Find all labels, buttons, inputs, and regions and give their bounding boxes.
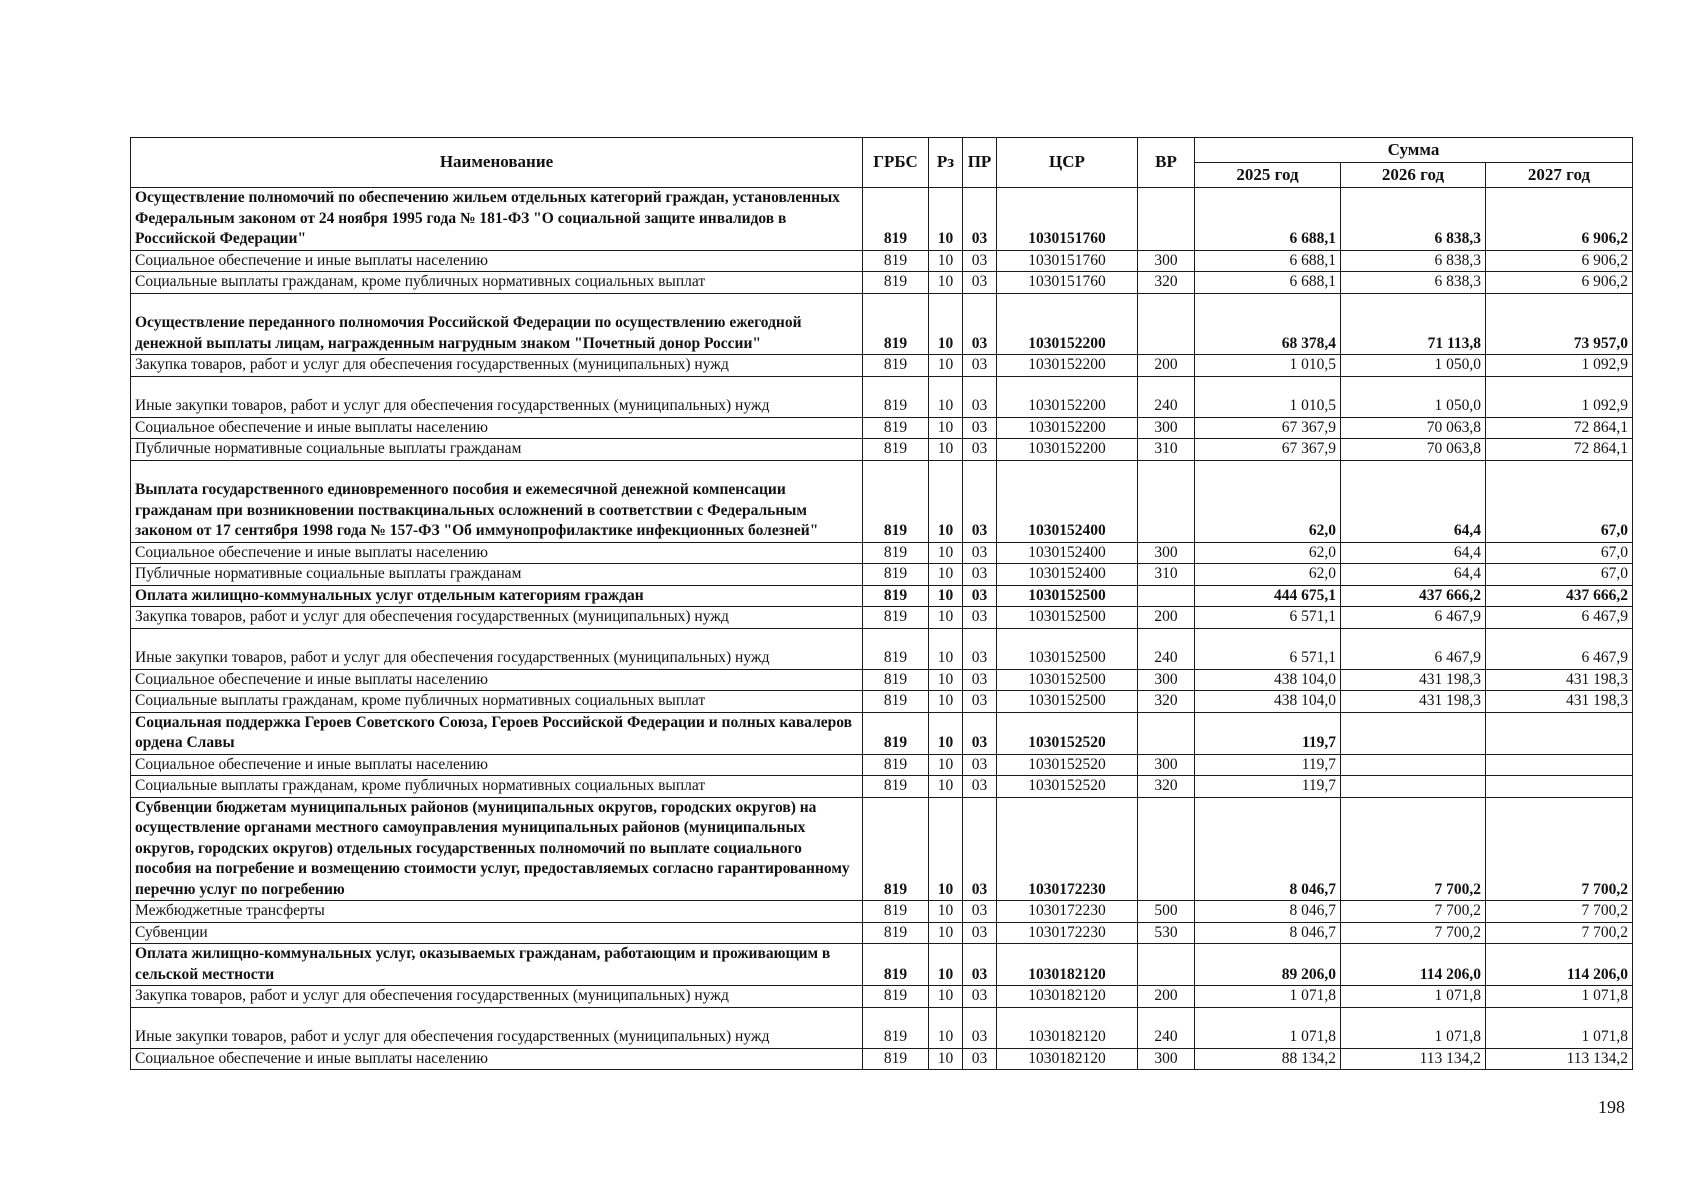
cell-grbs: 819 (863, 564, 929, 586)
cell-name: Оплата жилищно-коммунальных услуг, оказываемых гражданам, работающим и проживающим в сельской местности (131, 944, 863, 986)
cell-2025: 119,7 (1195, 712, 1341, 754)
cell-csr: 1030151760 (997, 250, 1138, 272)
cell-csr: 1030152500 (997, 628, 1138, 669)
cell-vr: 200 (1138, 986, 1195, 1008)
cell-2027: 1 092,9 (1486, 355, 1633, 377)
cell-name: Социальное обеспечение и иные выплаты населению (131, 754, 863, 776)
cell-2026: 6 467,9 (1341, 607, 1486, 629)
cell-name: Субвенции (131, 922, 863, 944)
cell-csr: 1030152200 (997, 293, 1138, 355)
table-row (131, 355, 1633, 377)
cell-rz: 10 (929, 1007, 963, 1048)
cell-vr: 240 (1138, 1007, 1195, 1048)
cell-pr: 03 (963, 376, 997, 417)
cell-2025: 119,7 (1195, 754, 1341, 776)
cell-vr: 320 (1138, 691, 1195, 713)
cell-name: Социальное обеспечение и иные выплаты населению (131, 1048, 863, 1070)
cell-2026: 1 050,0 (1341, 376, 1486, 417)
cell-pr: 03 (963, 188, 997, 251)
table-row (131, 797, 1633, 901)
table-row (131, 542, 1633, 564)
cell-2027: 431 198,3 (1486, 669, 1633, 691)
cell-rz: 10 (929, 754, 963, 776)
cell-csr: 1030172230 (997, 797, 1138, 901)
cell-csr: 1030152500 (997, 691, 1138, 713)
cell-vr: 310 (1138, 564, 1195, 586)
cell-rz: 10 (929, 712, 963, 754)
cell-name: Публичные нормативные социальные выплаты гражданам (131, 564, 863, 586)
cell-2027: 67,0 (1486, 460, 1633, 542)
cell-grbs: 819 (863, 293, 929, 355)
cell-2025: 438 104,0 (1195, 669, 1341, 691)
cell-csr: 1030152500 (997, 585, 1138, 607)
cell-name: Иные закупки товаров, работ и услуг для обеспечения государственных (муниципальных) нужд (131, 1007, 863, 1048)
cell-pr: 03 (963, 460, 997, 542)
cell-2027: 72 864,1 (1486, 439, 1633, 461)
cell-pr: 03 (963, 776, 997, 798)
header-grbs: ГРБС (863, 138, 929, 188)
cell-2026: 70 063,8 (1341, 439, 1486, 461)
cell-csr: 1030152200 (997, 439, 1138, 461)
table-row (131, 376, 1633, 417)
header-pr: ПР (963, 138, 997, 188)
table-row (131, 922, 1633, 944)
cell-vr: 200 (1138, 355, 1195, 377)
cell-name: Иные закупки товаров, работ и услуг для обеспечения государственных (муниципальных) нужд (131, 628, 863, 669)
cell-name: Социальное обеспечение и иные выплаты населению (131, 250, 863, 272)
cell-csr: 1030182120 (997, 944, 1138, 986)
table-row (131, 669, 1633, 691)
cell-2027 (1486, 776, 1633, 798)
cell-pr: 03 (963, 754, 997, 776)
cell-grbs: 819 (863, 712, 929, 754)
cell-pr: 03 (963, 293, 997, 355)
table-row (131, 944, 1633, 986)
cell-pr: 03 (963, 669, 997, 691)
header-vr: ВР (1138, 138, 1195, 188)
cell-2027: 6 467,9 (1486, 607, 1633, 629)
table-row (131, 585, 1633, 607)
cell-2026: 1 071,8 (1341, 1007, 1486, 1048)
cell-2027: 431 198,3 (1486, 691, 1633, 713)
cell-csr: 1030152520 (997, 776, 1138, 798)
table-row (131, 754, 1633, 776)
cell-csr: 1030182120 (997, 1007, 1138, 1048)
cell-2027: 73 957,0 (1486, 293, 1633, 355)
cell-grbs: 819 (863, 669, 929, 691)
cell-rz: 10 (929, 901, 963, 923)
cell-rz: 10 (929, 669, 963, 691)
cell-pr: 03 (963, 922, 997, 944)
table-row (131, 901, 1633, 923)
cell-grbs: 819 (863, 460, 929, 542)
cell-pr: 03 (963, 797, 997, 901)
table-row (131, 439, 1633, 461)
header-year-2025: 2025 год (1195, 163, 1341, 188)
cell-grbs: 819 (863, 376, 929, 417)
cell-pr: 03 (963, 901, 997, 923)
cell-name: Выплата государственного единовременного пособия и ежемесячной денежной компенсации гражданам при возникновении поствакцинальных осложнений в соответствии с Федеральным законом от 17 сентября 1998 года № 157-ФЗ "Об иммунопрофилактике инфекционных болезней" (131, 460, 863, 542)
cell-csr: 1030152400 (997, 564, 1138, 586)
cell-2026: 431 198,3 (1341, 691, 1486, 713)
cell-grbs: 819 (863, 272, 929, 294)
cell-2026: 1 071,8 (1341, 986, 1486, 1008)
cell-2025: 6 688,1 (1195, 250, 1341, 272)
cell-2027: 7 700,2 (1486, 797, 1633, 901)
cell-grbs: 819 (863, 901, 929, 923)
header-rz: Рз (929, 138, 963, 188)
cell-vr (1138, 797, 1195, 901)
cell-vr: 300 (1138, 1048, 1195, 1070)
cell-grbs: 819 (863, 607, 929, 629)
cell-2026: 6 838,3 (1341, 188, 1486, 251)
cell-csr: 1030152200 (997, 376, 1138, 417)
cell-2025: 88 134,2 (1195, 1048, 1341, 1070)
cell-pr: 03 (963, 417, 997, 439)
cell-pr: 03 (963, 944, 997, 986)
cell-2026: 7 700,2 (1341, 797, 1486, 901)
cell-grbs: 819 (863, 691, 929, 713)
cell-2025: 67 367,9 (1195, 417, 1341, 439)
cell-2026: 437 666,2 (1341, 585, 1486, 607)
cell-rz: 10 (929, 188, 963, 251)
cell-vr: 300 (1138, 250, 1195, 272)
cell-grbs: 819 (863, 1007, 929, 1048)
cell-name: Субвенции бюджетам муниципальных районов (муниципальных округов, городских округов) на осуществление органами местного самоуправления муниципальных районов (муниципальных округов, городских округов) отдельных государственных полномочий по выплате социального пособия на погребение и возмещению стоимости услуг, предоставляемых согласно гарантированному перечню услуг по погребению (131, 797, 863, 901)
cell-pr: 03 (963, 439, 997, 461)
cell-2026 (1341, 712, 1486, 754)
cell-vr: 200 (1138, 607, 1195, 629)
cell-vr: 240 (1138, 376, 1195, 417)
cell-2025: 1 071,8 (1195, 1007, 1341, 1048)
table-row (131, 272, 1633, 294)
cell-grbs: 819 (863, 1048, 929, 1070)
cell-pr: 03 (963, 691, 997, 713)
cell-2027: 6 467,9 (1486, 628, 1633, 669)
cell-rz: 10 (929, 607, 963, 629)
table-row (131, 607, 1633, 629)
cell-vr: 310 (1138, 439, 1195, 461)
table-row (131, 188, 1633, 251)
cell-2026: 7 700,2 (1341, 922, 1486, 944)
cell-rz: 10 (929, 776, 963, 798)
cell-rz: 10 (929, 460, 963, 542)
cell-grbs: 819 (863, 585, 929, 607)
cell-csr: 1030152400 (997, 460, 1138, 542)
cell-rz: 10 (929, 691, 963, 713)
cell-2025: 62,0 (1195, 460, 1341, 542)
cell-grbs: 819 (863, 439, 929, 461)
cell-rz: 10 (929, 797, 963, 901)
cell-name: Иные закупки товаров, работ и услуг для обеспечения государственных (муниципальных) нужд (131, 376, 863, 417)
header-sum: Сумма (1195, 138, 1633, 163)
table-row (131, 417, 1633, 439)
cell-2025: 6 688,1 (1195, 188, 1341, 251)
cell-csr: 1030151760 (997, 272, 1138, 294)
cell-2027: 7 700,2 (1486, 901, 1633, 923)
cell-csr: 1030182120 (997, 1048, 1138, 1070)
cell-grbs: 819 (863, 250, 929, 272)
cell-name: Осуществление полномочий по обеспечению жильем отдельных категорий граждан, установленных Федеральным законом от 24 ноября 1995 года № 181-ФЗ "О социальной защите инвалидов в Российской Федерации" (131, 188, 863, 251)
cell-grbs: 819 (863, 188, 929, 251)
cell-vr: 500 (1138, 901, 1195, 923)
cell-pr: 03 (963, 542, 997, 564)
cell-csr: 1030152500 (997, 669, 1138, 691)
cell-2025: 67 367,9 (1195, 439, 1341, 461)
cell-rz: 10 (929, 272, 963, 294)
cell-name: Межбюджетные трансферты (131, 901, 863, 923)
cell-2025: 8 046,7 (1195, 922, 1341, 944)
cell-vr (1138, 712, 1195, 754)
cell-grbs: 819 (863, 754, 929, 776)
cell-csr: 1030152500 (997, 607, 1138, 629)
cell-2026: 431 198,3 (1341, 669, 1486, 691)
cell-name: Публичные нормативные социальные выплаты гражданам (131, 439, 863, 461)
cell-2027: 67,0 (1486, 564, 1633, 586)
cell-rz: 10 (929, 250, 963, 272)
cell-2026 (1341, 776, 1486, 798)
cell-csr: 1030152400 (997, 542, 1138, 564)
cell-2026: 1 050,0 (1341, 355, 1486, 377)
cell-2025: 438 104,0 (1195, 691, 1341, 713)
cell-2025: 89 206,0 (1195, 944, 1341, 986)
cell-2027: 6 906,2 (1486, 250, 1633, 272)
table-row (131, 460, 1633, 542)
cell-2025: 62,0 (1195, 564, 1341, 586)
cell-name: Осуществление переданного полномочия Российской Федерации по осуществлению ежегодной денежной выплаты лицам, награжденным нагрудным знаком "Почетный донор России" (131, 293, 863, 355)
cell-2026: 70 063,8 (1341, 417, 1486, 439)
table-row (131, 691, 1633, 713)
cell-rz: 10 (929, 944, 963, 986)
cell-pr: 03 (963, 564, 997, 586)
cell-grbs: 819 (863, 542, 929, 564)
cell-name: Оплата жилищно-коммунальных услуг отдельным категориям граждан (131, 585, 863, 607)
cell-vr (1138, 460, 1195, 542)
cell-pr: 03 (963, 585, 997, 607)
cell-csr: 1030172230 (997, 901, 1138, 923)
cell-vr (1138, 188, 1195, 251)
cell-csr: 1030182120 (997, 986, 1138, 1008)
cell-name: Социальное обеспечение и иные выплаты населению (131, 417, 863, 439)
cell-2025: 119,7 (1195, 776, 1341, 798)
table-row (131, 628, 1633, 669)
table-row (131, 986, 1633, 1008)
cell-rz: 10 (929, 376, 963, 417)
cell-rz: 10 (929, 293, 963, 355)
cell-vr: 300 (1138, 754, 1195, 776)
table-row (131, 1048, 1633, 1070)
cell-2027: 437 666,2 (1486, 585, 1633, 607)
cell-2025: 1 010,5 (1195, 355, 1341, 377)
cell-vr: 320 (1138, 272, 1195, 294)
cell-vr: 300 (1138, 542, 1195, 564)
cell-pr: 03 (963, 986, 997, 1008)
cell-rz: 10 (929, 986, 963, 1008)
cell-rz: 10 (929, 922, 963, 944)
cell-2027: 6 906,2 (1486, 272, 1633, 294)
cell-vr: 240 (1138, 628, 1195, 669)
cell-name: Социальное обеспечение и иные выплаты населению (131, 669, 863, 691)
cell-rz: 10 (929, 542, 963, 564)
cell-2025: 6 688,1 (1195, 272, 1341, 294)
cell-grbs: 819 (863, 922, 929, 944)
budget-table (130, 137, 1633, 1070)
cell-2025: 6 571,1 (1195, 628, 1341, 669)
cell-grbs: 819 (863, 776, 929, 798)
cell-2026: 71 113,8 (1341, 293, 1486, 355)
cell-pr: 03 (963, 1048, 997, 1070)
cell-pr: 03 (963, 250, 997, 272)
cell-2027: 114 206,0 (1486, 944, 1633, 986)
cell-pr: 03 (963, 1007, 997, 1048)
cell-vr: 320 (1138, 776, 1195, 798)
cell-csr: 1030172230 (997, 922, 1138, 944)
cell-rz: 10 (929, 1048, 963, 1070)
cell-csr: 1030152200 (997, 355, 1138, 377)
cell-csr: 1030151760 (997, 188, 1138, 251)
cell-pr: 03 (963, 607, 997, 629)
table-body (131, 188, 1633, 1070)
cell-2026: 64,4 (1341, 460, 1486, 542)
cell-2027: 67,0 (1486, 542, 1633, 564)
cell-name: Социальные выплаты гражданам, кроме публичных нормативных социальных выплат (131, 272, 863, 294)
header-row-top (131, 138, 1633, 163)
cell-grbs: 819 (863, 944, 929, 986)
cell-2026: 6 467,9 (1341, 628, 1486, 669)
table-header (131, 138, 1633, 188)
cell-2026 (1341, 754, 1486, 776)
cell-pr: 03 (963, 272, 997, 294)
cell-2025: 1 071,8 (1195, 986, 1341, 1008)
cell-rz: 10 (929, 585, 963, 607)
cell-vr (1138, 585, 1195, 607)
cell-grbs: 819 (863, 355, 929, 377)
table-row (131, 293, 1633, 355)
cell-2027: 1 092,9 (1486, 376, 1633, 417)
cell-csr: 1030152520 (997, 754, 1138, 776)
cell-rz: 10 (929, 355, 963, 377)
cell-2027: 113 134,2 (1486, 1048, 1633, 1070)
cell-2026: 113 134,2 (1341, 1048, 1486, 1070)
header-year-2027: 2027 год (1486, 163, 1633, 188)
cell-2027: 7 700,2 (1486, 922, 1633, 944)
cell-csr: 1030152520 (997, 712, 1138, 754)
table-row (131, 564, 1633, 586)
cell-rz: 10 (929, 439, 963, 461)
cell-2027: 6 906,2 (1486, 188, 1633, 251)
cell-2025: 444 675,1 (1195, 585, 1341, 607)
table-row (131, 712, 1633, 754)
cell-name: Социальные выплаты гражданам, кроме публичных нормативных социальных выплат (131, 691, 863, 713)
cell-2026: 6 838,3 (1341, 272, 1486, 294)
cell-grbs: 819 (863, 797, 929, 901)
cell-2026: 114 206,0 (1341, 944, 1486, 986)
cell-2027 (1486, 754, 1633, 776)
cell-name: Социальная поддержка Героев Советского Союза, Героев Российской Федерации и полных кавалеров ордена Славы (131, 712, 863, 754)
cell-2025: 1 010,5 (1195, 376, 1341, 417)
cell-2025: 8 046,7 (1195, 797, 1341, 901)
cell-name: Закупка товаров, работ и услуг для обеспечения государственных (муниципальных) нужд (131, 986, 863, 1008)
cell-grbs: 819 (863, 417, 929, 439)
header-csr: ЦСР (997, 138, 1138, 188)
cell-2026: 7 700,2 (1341, 901, 1486, 923)
cell-pr: 03 (963, 628, 997, 669)
cell-vr: 300 (1138, 669, 1195, 691)
page-number: 198 (1598, 1097, 1625, 1117)
table-row (131, 250, 1633, 272)
cell-name: Закупка товаров, работ и услуг для обеспечения государственных (муниципальных) нужд (131, 607, 863, 629)
cell-vr: 530 (1138, 922, 1195, 944)
cell-pr: 03 (963, 355, 997, 377)
cell-rz: 10 (929, 628, 963, 669)
table-row (131, 1007, 1633, 1048)
cell-2026: 6 838,3 (1341, 250, 1486, 272)
cell-rz: 10 (929, 564, 963, 586)
cell-csr: 1030152200 (997, 417, 1138, 439)
cell-2025: 8 046,7 (1195, 901, 1341, 923)
cell-name: Закупка товаров, работ и услуг для обеспечения государственных (муниципальных) нужд (131, 355, 863, 377)
cell-2026: 64,4 (1341, 564, 1486, 586)
cell-vr (1138, 944, 1195, 986)
cell-2027: 1 071,8 (1486, 986, 1633, 1008)
cell-rz: 10 (929, 417, 963, 439)
cell-2025: 6 571,1 (1195, 607, 1341, 629)
cell-vr (1138, 293, 1195, 355)
table-row (131, 776, 1633, 798)
cell-2027: 1 071,8 (1486, 1007, 1633, 1048)
header-name: Наименование (131, 138, 863, 188)
cell-2027: 72 864,1 (1486, 417, 1633, 439)
cell-grbs: 819 (863, 628, 929, 669)
cell-pr: 03 (963, 712, 997, 754)
cell-2025: 62,0 (1195, 542, 1341, 564)
cell-2025: 68 378,4 (1195, 293, 1341, 355)
cell-grbs: 819 (863, 986, 929, 1008)
cell-name: Социальное обеспечение и иные выплаты населению (131, 542, 863, 564)
cell-name: Социальные выплаты гражданам, кроме публичных нормативных социальных выплат (131, 776, 863, 798)
header-year-2026: 2026 год (1341, 163, 1486, 188)
cell-2027 (1486, 712, 1633, 754)
cell-vr: 300 (1138, 417, 1195, 439)
cell-2026: 64,4 (1341, 542, 1486, 564)
